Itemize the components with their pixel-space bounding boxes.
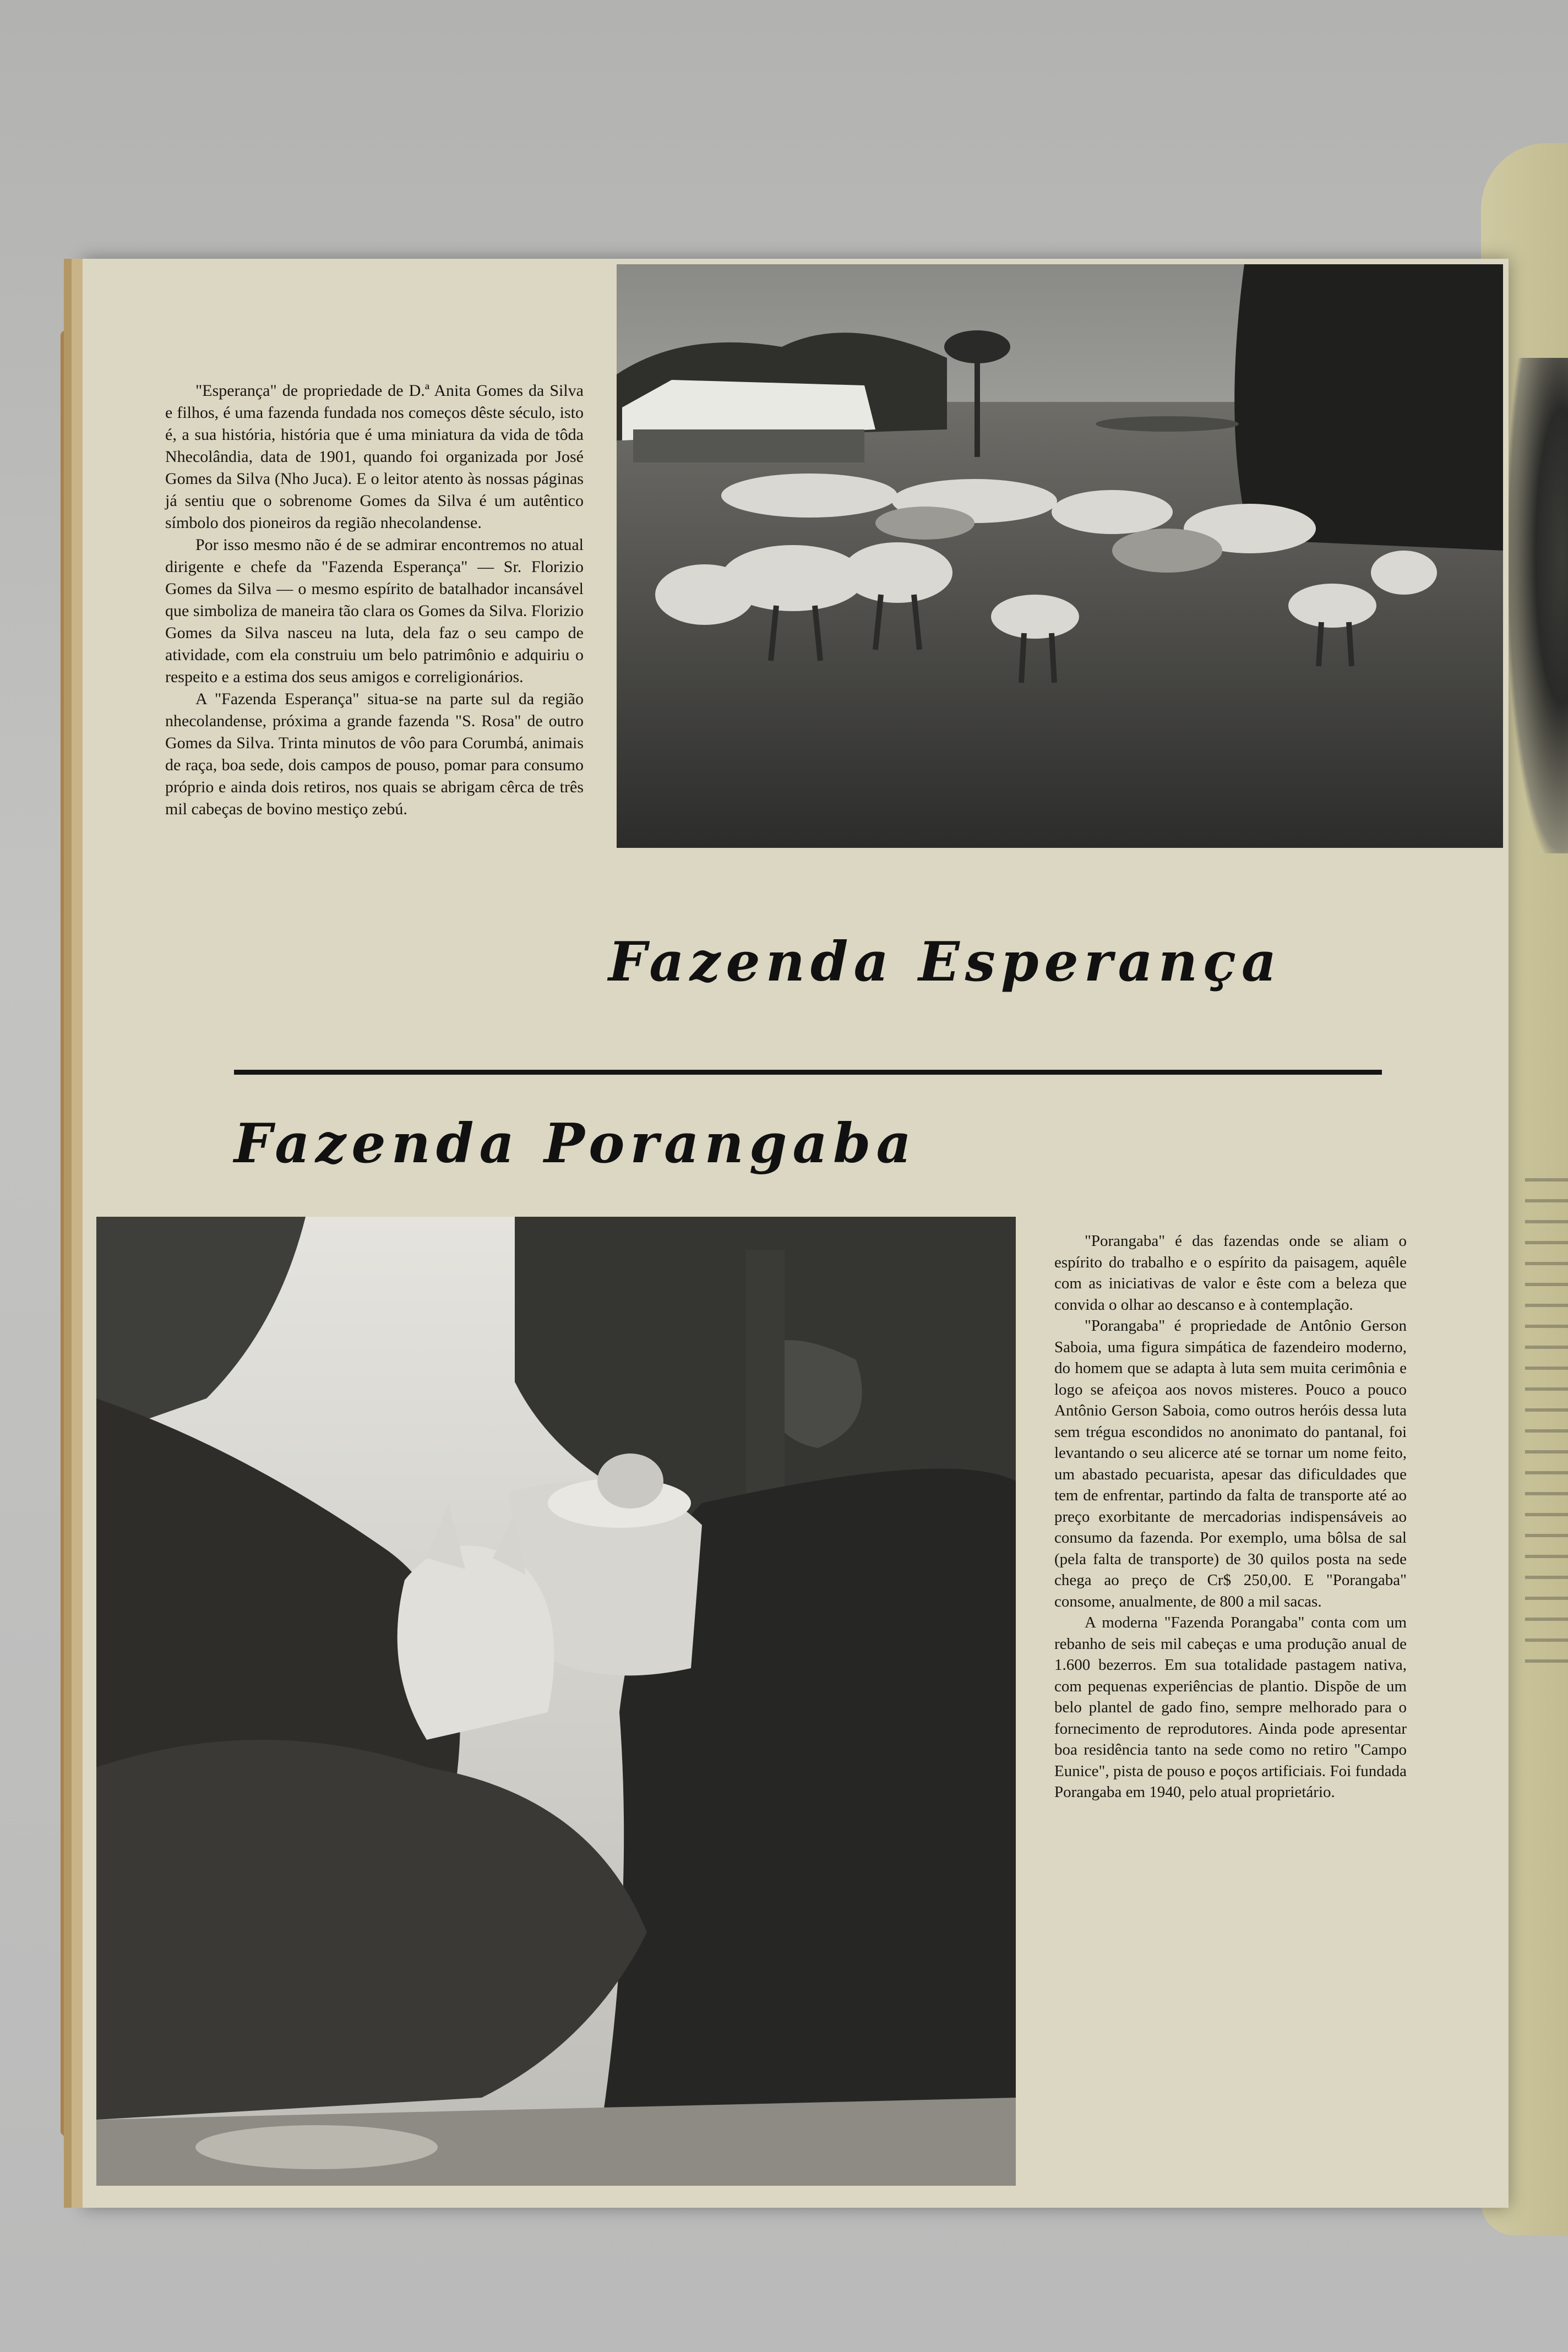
porangaba-cattle-photo	[96, 1217, 1016, 2186]
porangaba-paragraph: "Porangaba" é propriedade de Antônio Gerson Saboia, uma figura simpática de fazendeiro moderno, do homem que se adapta à luta sem muita cerimônia e logo se afeiçoa aos novos misteres. Pouco a pouco Antônio Gerson Saboia, como outros heróis dessa luta sem trégua escondidos no anonimato do pantanal, foi levantando o seu alicerce até se tornar um nome feito, um abastado pecuarista, apesar das dificuldades que tem de enfrentar, partindo da falta de transporte até ao preço exorbitante de mercadorias indispensáveis ao consumo da fazenda. Por exemplo, uma bôlsa de sal (pela falta de transporte) de 30 quilos posta na sede chega ao preço de Cr$ 250,00. E "Porangaba" consome, anualmente, de 800 a mil sacas.	[1054, 1317, 1407, 1610]
esperanca-paragraph: Por isso mesmo não é de se admirar encontremos no atual dirigente e chefe da "Fazenda Esperança" — Sr. Florizio Gomes da Silva — o mesmo espírito de batalhador incansável que simboliza de maneira tão clara os Gomes da Silva. Florizio Gomes da Silva nasceu na luta, dela faz o seu campo de atividade, com ela construiu um belo patrimônio e adquiriu o respeito e a estima dos seus amigos e correligionários.	[165, 536, 584, 686]
porangaba-paragraph: A moderna "Fazenda Porangaba" conta com um rebanho de seis mil cabeças e uma produção anual de 1.600 bezerros. Em sua totalidade pastagem nativa, com pequenas experiências de plantio. Dispõe de um belo plantel de gado fino, sempre melhorado para o fornecimento de reprodutores. Ainda pode apresentar boa residência tanto na sede como no retiro "Campo Eunice", pista de pouso e poços artificiais. Foi fundada Porangaba em 1940, pelo atual proprietário.	[1054, 1614, 1407, 1801]
section-divider	[234, 1070, 1382, 1075]
adjacent-page-photo	[1509, 358, 1568, 853]
esperanca-heading: Fazenda Esperança	[608, 930, 1282, 994]
adjacent-page-text	[1525, 1178, 1568, 1674]
porangaba-heading: Fazenda Porangaba	[234, 1112, 917, 1175]
porangaba-text-column	[1054, 1231, 1407, 1803]
porangaba-paragraph: "Porangaba" é das fazendas onde se aliam o espírito do trabalho e o espírito da paisagem, aquêle com as iniciativas de valor e êste com a beleza que convida o olhar ao descanso e à contemplação.	[1054, 1232, 1407, 1314]
esperanca-paragraph: "Esperança" de propriedade de D.ª Anita Gomes da Silva e filhos, é uma fazenda fundada nos começos dêste século, isto é, a sua história, história que é uma miniatura da vida de tôda Nhecolândia, data de 1901, quando foi organizada por José Gomes da Silva (Nho Juca). E o leitor atento às nossas páginas já sentiu que o sobrenome Gomes da Silva é um autêntico símbolo dos pioneiros da região nhecolandense.	[165, 382, 584, 532]
esperanca-paragraph: A "Fazenda Esperança" situa-se na parte sul da região nhecolandense, próxima a grande fazenda "S. Rosa" de outro Gomes da Silva. Trinta minutos de vôo para Corumbá, animais de raça, boa sede, dois campos de pouso, pomar para consumo próprio e ainda dois retiros, nos quais se abrigam cêrca de três mil cabeças de bovino mestiço zebú.	[165, 690, 584, 818]
esperanca-text-column	[165, 380, 584, 820]
esperanca-cattle-photo	[617, 264, 1503, 848]
